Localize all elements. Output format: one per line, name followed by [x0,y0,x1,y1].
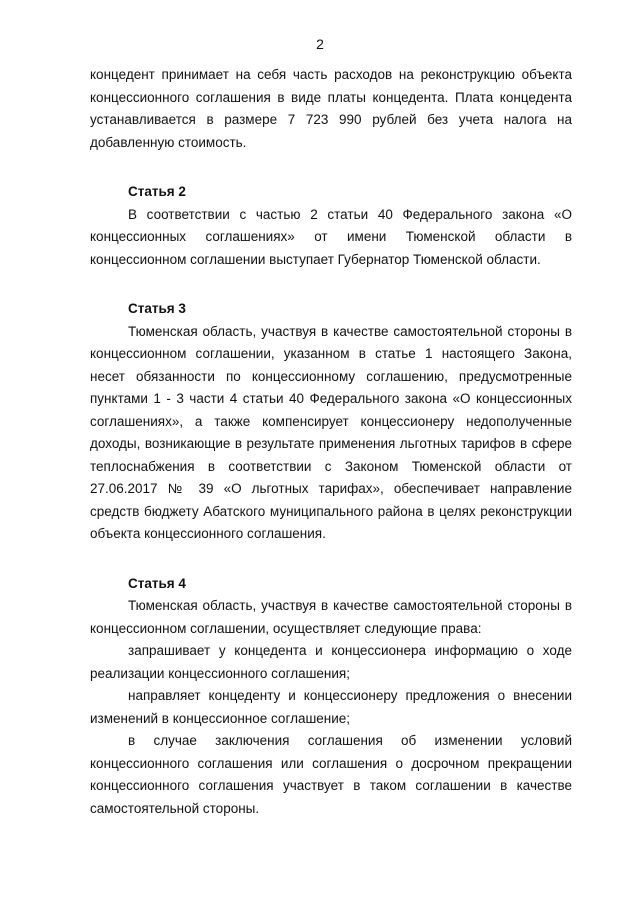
article-4-paragraph: Тюменская область, участвуя в качестве самостоятельной стороны в концессионном соглашении, осуществляет следующие права: [90,598,572,636]
article-2 [90,181,572,271]
article-4-item-participate: в случае заключения соглашения об изменении условий концессионного соглашения или соглашения о досрочном прекращении концессионного соглашения участвует в таком соглашении в качестве самостоятельной стороны. [90,733,572,816]
article-3-heading: Статья 3 [128,301,186,316]
article-4-item-request-info: запрашивает у концедента и концессионера информацию о ходе реализации концессионного соглашения; [90,643,572,681]
article-4 [90,573,572,821]
article-4-item-send-proposals: направляет концеденту и концессионеру предложения о внесении изменений в концессионное соглашение; [90,688,572,726]
intro-paragraph: концедент принимает на себя часть расходов на реконструкцию объекта концессионного соглашения в виде платы концедента. Плата концедента устанавливается в размере 7 723 990 рублей без учета налога на добавленную стоимость. [90,67,572,150]
article-3 [90,298,572,546]
article-2-paragraph: В соответствии с частью 2 статьи 40 Федерального закона «О концессионных соглашениях» от имени Тюменской области в концессионном соглашении выступает Губернатор Тюменской области. [90,206,572,267]
page-number: 2 [316,36,324,52]
article-3-paragraph: Тюменская область, участвуя в качестве самостоятельной стороны в концессионном соглашении, указанном в статье 1 настоящего Закона, несет обязанности по концессионному соглашению, предусмотренные пунктами 1 - 3 части 4 статьи 40 Федерального закона «О концессионных соглашениях», а также компенсирует концессионеру недополученные доходы, возникающие в результате применения льготных тарифов в сфере теплоснабжения в соответствии с Законом Тюменской области от 27.06.2017 № 39 «О льготных тарифах», обеспечивает направление средств бюджету Абатского муниципального района в целях реконструкции объекта концессионного соглашения. [90,323,572,541]
article-4-heading: Статья 4 [128,575,186,591]
document-body [90,64,572,820]
article-2-heading: Статья 2 [128,184,186,199]
